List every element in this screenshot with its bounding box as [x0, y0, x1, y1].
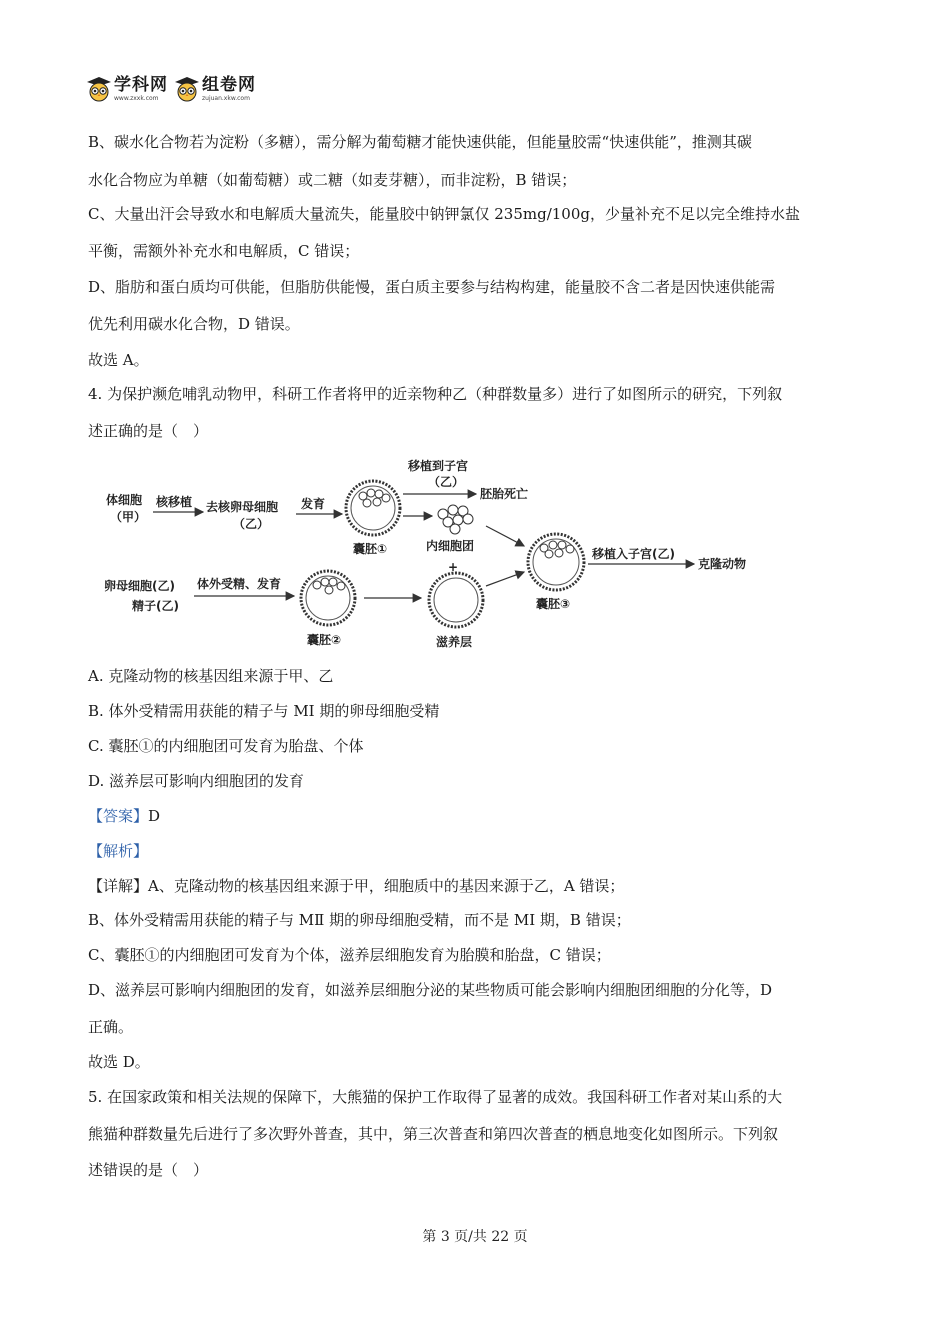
answer-line [88, 806, 160, 826]
label-blastocyst-1: 囊胚① [353, 542, 388, 556]
blastocyst-3-graphic [528, 534, 584, 590]
text-line: C、大量出汗会导致水和电解质大量流失，能量胶中钠钾氯仅 235mg/100g，少量补充不足以完全维持水盐 [88, 205, 800, 223]
label-transplant-uterus: 移植到子宫 [408, 459, 469, 473]
text-line: B、碳水化合物若为淀粉（多糖），需分解为葡萄糖才能快速供能，但能量胶需“快速供能”，推测其碳 [88, 133, 752, 151]
label-sperm: 精子(乙) [132, 599, 179, 613]
analysis-line: 故选 D。 [88, 1053, 150, 1071]
option-b: B. 体外受精需用获能的精子与 MI 期的卵母细胞受精 [88, 702, 440, 720]
analysis-line: B、体外受精需用获能的精子与 MⅡ 期的卵母细胞受精，而不是 MI 期，B 错误； [88, 911, 631, 929]
page-number: 第 3 页/共 22 页 [422, 1229, 528, 1245]
label-cloned-animal: 克隆动物 [698, 557, 747, 571]
label-develop: 发育 [301, 497, 326, 511]
label-trophoblast: 滋养层 [436, 635, 473, 649]
text-line: 述正确的是（ ） [88, 422, 209, 440]
option-c: C. 囊胚①的内细胞团可发育为胎盘、个体 [88, 737, 364, 755]
arrow [486, 572, 524, 586]
text-line: 平衡，需额外补充水和电解质，C 错误； [88, 242, 360, 260]
logo-zujuan[interactable] [174, 76, 256, 102]
analysis-line: 正确。 [88, 1018, 134, 1036]
text-line: 水化合物应为单糖（如葡萄糖）或二糖（如麦芽糖），而非淀粉，B 错误； [88, 171, 577, 189]
label-embryo-death: 胚胎死亡 [480, 487, 529, 501]
text-line: 述错误的是（ ） [88, 1161, 209, 1179]
arrow [486, 526, 524, 546]
trophoblast-graphic [429, 573, 483, 627]
label-blastocyst-3: 囊胚③ [536, 597, 571, 611]
logo-name: 学科网 [114, 74, 168, 95]
text-line: 优先利用碳水化合物，D 错误。 [88, 315, 300, 333]
text-line: D、脂肪和蛋白质均可供能，但脂肪供能慢，蛋白质主要参与结构构建，能量胶不含二者是因快速供能需 [88, 278, 776, 296]
text-line: 熊猫种群数量先后进行了多次野外普查，其中，第三次普查和第四次普查的栖息地变化如图所示。下列叙 [88, 1125, 779, 1143]
analysis-line: 【详解】A、克隆动物的核基因组来源于甲，细胞质中的基因来源于乙，A 错误； [88, 877, 625, 895]
inner-cell-mass-graphic [438, 505, 473, 534]
label-ivf: 体外受精、发育 [197, 577, 282, 591]
analysis-tag: 【解析】 [88, 842, 149, 860]
label-somatic-cell-2: （甲） [110, 510, 147, 524]
label-oocyte: 卵母细胞(乙) [104, 579, 175, 593]
answer-value: D [148, 807, 161, 825]
question-4: 4. 为保护濒危哺乳动物甲，科研工作者将甲的近亲物种乙（种群数量多）进行了如图所示的研究，下列叙 [88, 385, 783, 403]
label-nuclear-transfer: 核移植 [156, 495, 193, 509]
answer-tag: 【答案】 [88, 807, 149, 825]
text-line: 故选 A。 [88, 351, 149, 369]
logo-url: zujuan.xkw.com [202, 94, 250, 102]
owl-logo-icon [86, 76, 112, 102]
label-blastocyst-2: 囊胚② [307, 633, 342, 647]
label-transplant-uterus-b: 移植入子宫(乙) [592, 547, 675, 561]
cloning-diagram [98, 456, 778, 656]
analysis-line: C、囊胚①的内细胞团可发育为个体，滋养层细胞发育为胎膜和胎盘，C 错误； [88, 946, 611, 964]
label-transplant-uterus-2: （乙） [428, 475, 465, 489]
option-d: D. 滋养层可影响内细胞团的发育 [88, 772, 305, 790]
option-a: A. 克隆动物的核基因组来源于甲、乙 [88, 667, 334, 685]
analysis-line: D、滋养层可影响内细胞团的发育，如滋养层细胞分泌的某些物质可能会影响内细胞团细胞的分化等，D [88, 981, 773, 999]
owl-logo-icon [174, 76, 200, 102]
logo-name: 组卷网 [202, 74, 256, 95]
label-somatic-cell: 体细胞 [106, 493, 143, 507]
label-inner-cell-mass: 内细胞团 [426, 539, 475, 553]
logo-zxxk[interactable] [86, 76, 168, 102]
question-5: 5. 在国家政策和相关法规的保障下，大熊猫的保护工作取得了显著的成效。我国科研工作者对某山系的大 [88, 1088, 783, 1106]
label-plus: + [448, 560, 459, 574]
header [86, 72, 262, 106]
label-enucleated-oocyte: 去核卵母细胞 [206, 500, 279, 514]
blastocyst-2-graphic [301, 571, 355, 625]
label-enucleated-oocyte-2: （乙） [233, 517, 270, 531]
blastocyst-1-graphic [346, 481, 400, 535]
logo-url: www.zxxk.com [114, 94, 159, 102]
